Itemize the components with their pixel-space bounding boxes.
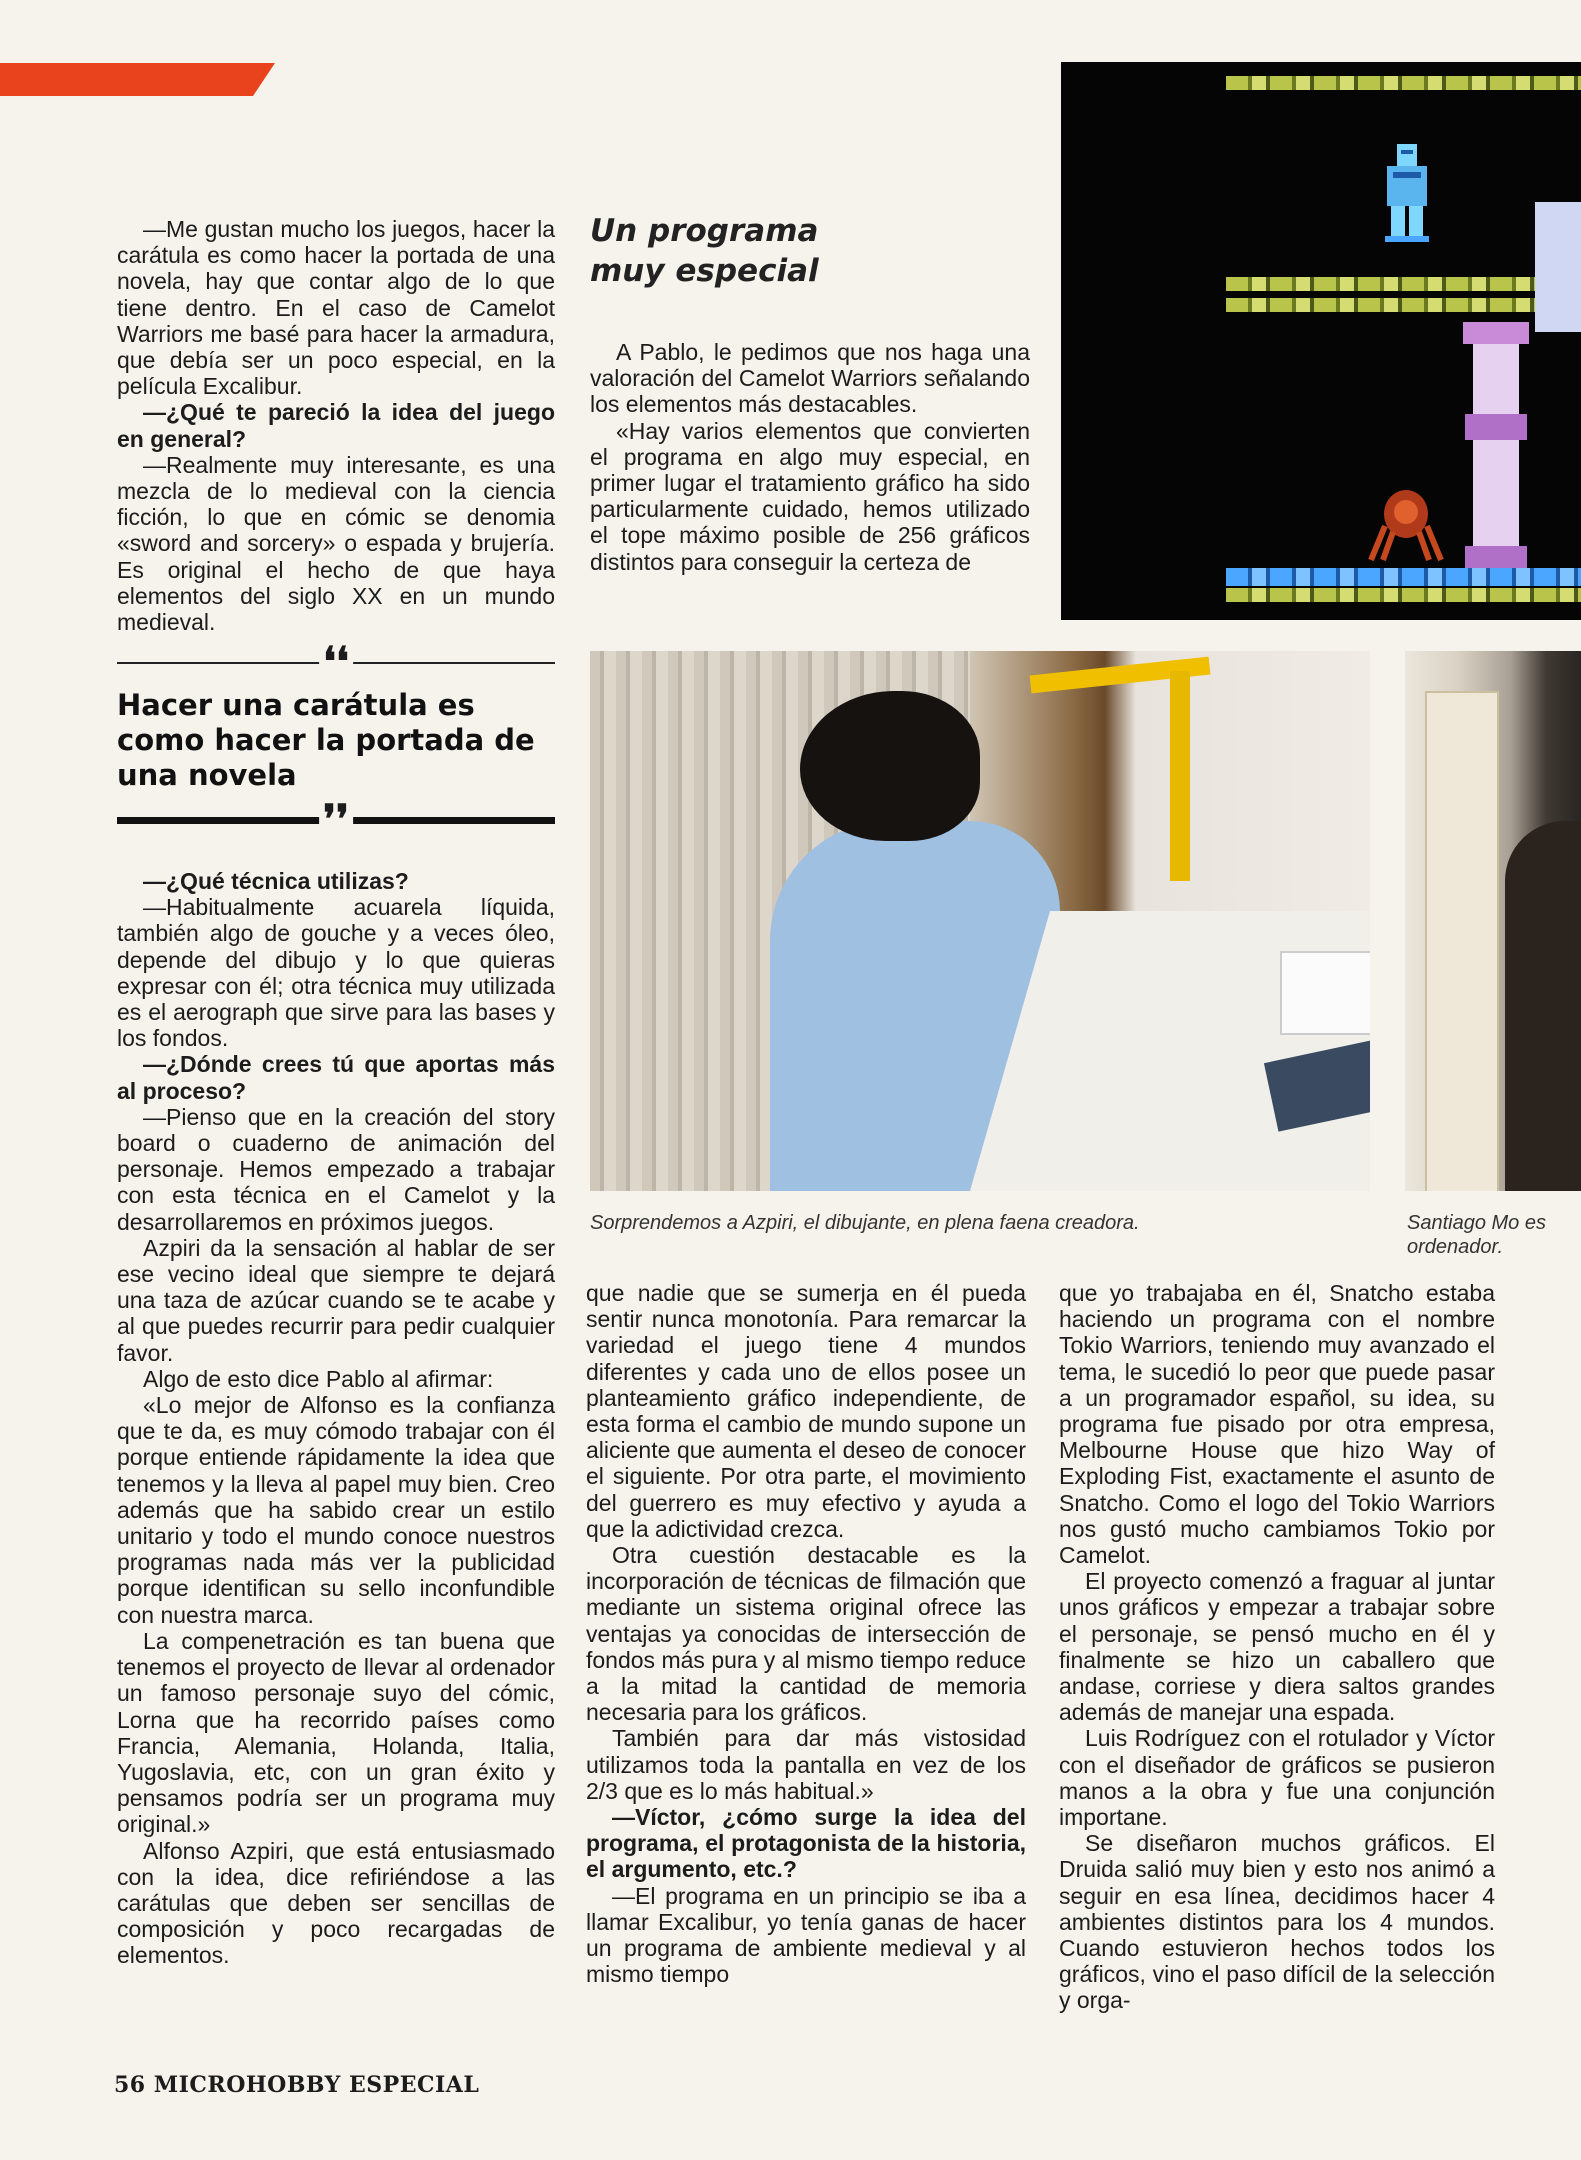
column-pillar-icon (1461, 322, 1531, 572)
article-paragraph: «Hay varios elementos que convierten el programa en algo muy especial, en primer lugar el tratamiento gráfico ha sido particularmente cuidado, hemos utilizado el tope máximo posible de 256 gráficos distintos para conseguir la certeza de (590, 417, 1030, 575)
interview-question: —¿Dónde crees tú que aportas más al proceso? (117, 1051, 555, 1104)
column-left-bottom (117, 868, 555, 1969)
article-paragraph: —El programa en un principio se iba a llamar Excalibur, yo tenía ganas de hacer un programa de ambiente medieval y al mismo tiempo (586, 1882, 1026, 1988)
article-paragraph: —Pienso que en la creación del story board o cuaderno de animación del personaje. Hemos empezado a trabajar con esta técnica en el Camelot y la desarrollaremos en próximos juegos. (117, 1103, 555, 1235)
article-paragraph: La compenetración es tan buena que tenemos el proyecto de llevar al ordenador un famoso personaje suyo del cómic, Lorna que ha recorrido países como Francia, Alemania, Holanda, Italia, Yugoslavia, etc, con un gran éxito y pensamos podría ser un programa muy original.» (117, 1627, 555, 1838)
article-paragraph: «Lo mejor de Alfonso es la confianza que te da, es muy cómodo trabajar con él porque entiende rápidamente la idea que tenemos y la lleva al papel muy bien. Creo además que ha sabido crear un estilo unitario y todo el mundo conoce nuestros programas nada más ver la publicidad porque identifican su sello inconfundible con nuestra marca. (117, 1392, 555, 1628)
article-paragraph: A Pablo, le pedimos que nos haga una valoración del Camelot Warriors señalando los elementos más destacables. (590, 339, 1030, 418)
pull-quote-top-rule (117, 638, 555, 685)
pull-quote-bottom-rule (117, 796, 555, 843)
interview-question: —¿Qué técnica utilizas? (143, 868, 409, 894)
section-heading: Un programa muy especial (590, 213, 819, 289)
interview-question: —¿Qué te pareció la idea del juego en general? (117, 399, 555, 452)
article-paragraph: Azpiri da la sensación al hablar de ser ese vecino ideal que siempre te dejará una taza de azúcar cuando se te acabe y al que puedes recurrir para pedir cualquier favor. (117, 1234, 555, 1366)
article-paragraph: —Habitualmente acuarela líquida, también algo de gouche y a veces óleo, depende del dibujo y lo que quieras expresar con él; otra técnica muy utilizada es el aerograph que sirve para las bases y los fondos. (117, 894, 555, 1052)
interview-question: —Víctor, ¿cómo surge la idea del programa, el protagonista de la historia, el argumento, etc.? (586, 1804, 1026, 1883)
spider-sprite-icon (1361, 482, 1451, 562)
page-footer: 56 MICROHOBBY ESPECIAL (114, 2072, 480, 2098)
photo-caption-left: Sorprendemos a Azpiri, el dibujante, en plena faena creadora. (590, 1212, 1140, 1234)
column-middle-bottom (586, 1280, 1026, 1987)
article-paragraph: Se diseñaron muchos gráficos. El Druida salió muy bien y esto nos animó a seguir en esa línea, decidimos hacer 4 ambientes distintos para los 4 mundos. Cuando estuvieron hechos todos los gráficos, vino el paso difícil de la selección y orga- (1059, 1830, 1495, 2014)
article-paragraph: Algo de esto dice Pablo al afirmar: (143, 1365, 494, 1392)
article-paragraph: que nadie que se sumerja en él pueda sentir nunca monotonía. Para remarcar la variedad el juego tiene 4 mundos diferentes y cada uno de ellos posee un planteamiento gráfico independiente, de esta forma el cambio de mundo supone un aliciente que aumenta el deseo de conocer el siguiente. Por otra parte, el movimiento del guerrero es muy efectivo y ayuda a que la adictividad crezca. (586, 1280, 1026, 1542)
article-paragraph: El proyecto comenzó a fraguar al juntar unos gráficos y empezar a trabajar sobre el personaje, se pensó mucho en él y finalmente se hizo un caballero que andase, corriese y diera saltos grandes además de manejar una espada. (1059, 1568, 1495, 1726)
article-paragraph: —Me gustan mucho los juegos, hacer la carátula es como hacer la portada de una novela, hay que contar algo de lo que tiene dentro. En el caso de Camelot Warriors me basé para hacer la armadura, que debía ser un poco especial, en la película Excalibur. (117, 216, 555, 400)
article-paragraph: que yo trabajaba en él, Snatcho estaba haciendo un programa con el nombre Tokio Warriors, teniendo muy avanzado el tema, le sucedió lo peor que puede pasar a un programador español, su idea, su programa fue pisado por otra empresa, Melbourne House que hizo Way of Exploding Fist, exactamente el asunto de Snatcho. Como el logo del Tokio Warriors nos gustó mucho cambiamos Tokio por Camelot. (1059, 1280, 1495, 1569)
section-accent-tab (0, 63, 275, 96)
column-right-bottom (1059, 1280, 1495, 2014)
close-quote-icon: ❜❜ (319, 800, 353, 840)
column-middle-top (590, 339, 1030, 575)
article-paragraph: Luis Rodríguez con el rotulador y Víctor con el diseñador de gráficos se pusieron manos a la obra y fue una conjunción importane. (1059, 1725, 1495, 1831)
article-paragraph: Alfonso Azpiri, que está entusiasmado con la idea, dice refiriéndose a las carátulas que deben ser sencillas de composición y poco recargadas de elementos. (117, 1837, 555, 1969)
column-left-top (117, 216, 555, 635)
photo-caption-right: Santiago Mo es ordenador. (1407, 1212, 1546, 1258)
article-paragraph: Otra cuestión destacable es la incorporación de técnicas de filmación que mediante un sistema original ofrece las ventajas ya conocidas de intersección de fondos más pura y al mismo tiempo reduce a la mitad la cantidad de memoria necesaria para los gráficos. (586, 1542, 1026, 1726)
open-quote-icon: ❛❛ (319, 642, 353, 682)
knight-sprite-icon (1379, 140, 1435, 244)
photo-artist-at-desk (590, 651, 1370, 1191)
game-screenshot (1061, 62, 1581, 620)
pull-quote-text: Hacer una carátula es como hacer la portada de una novela (117, 688, 535, 792)
article-paragraph: —Realmente muy interesante, es una mezcla de lo medieval con la ciencia ficción, lo que en cómic se denomia «sword and sorcery» o espada y brujería. Es original el hecho de que haya elementos del siglo XX en un mundo medieval. (117, 451, 555, 636)
photo-programmer-partial (1405, 651, 1581, 1191)
article-paragraph: También para dar más vistosidad utilizamos toda la pantalla en vez de los 2/3 que es lo más habitual.» (586, 1725, 1026, 1804)
pull-quote (117, 638, 555, 843)
